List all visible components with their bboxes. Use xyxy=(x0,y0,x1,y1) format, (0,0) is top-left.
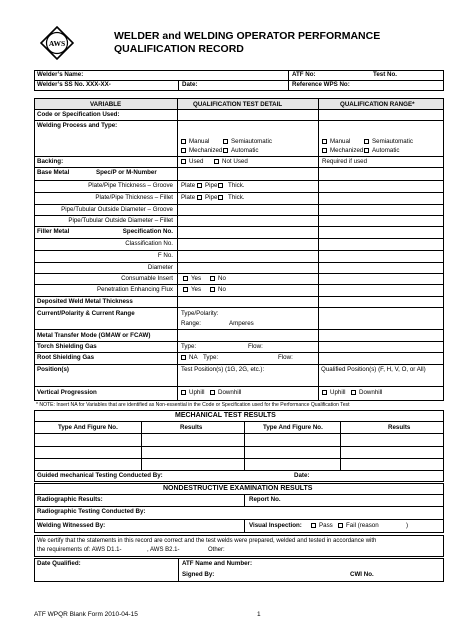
groove-plate-label: Plate xyxy=(181,182,196,189)
nde-results-title: NONDESTRUCTIVE EXAMINATION RESULTS xyxy=(163,485,313,492)
detail-mechanized-label: Mechanized xyxy=(189,147,223,154)
signed-by-field[interactable]: Signed By: xyxy=(182,571,215,578)
atf-no-field[interactable]: ATF No: xyxy=(292,71,316,78)
detail-downhill-checkbox[interactable] xyxy=(210,390,215,395)
detail-semiauto-checkbox[interactable] xyxy=(223,139,228,144)
row-vertical-progression: Vertical Progression xyxy=(37,389,97,396)
row-od-groove: Pipe/Tubular Outside Diameter – Groove xyxy=(61,206,173,213)
row-consumable-insert: Consumable Insert xyxy=(121,275,173,282)
flux-yes-label: Yes xyxy=(191,286,202,293)
welding-witnessed-field[interactable]: Welding Witnessed By: xyxy=(37,522,106,529)
range-uphill-label: Uphill xyxy=(330,389,346,396)
detail-uphill-label: Uphill xyxy=(189,389,205,396)
footer-form-id: ATF WPQR Blank Form 2010-04-15 xyxy=(34,611,138,618)
flux-yes-checkbox[interactable] xyxy=(183,287,188,292)
root-type-label: Type: xyxy=(203,354,219,361)
range-semiauto-label: Semiautomatic xyxy=(372,138,413,145)
torch-type-label: Type: xyxy=(181,343,197,350)
backing-not-used-checkbox[interactable] xyxy=(214,159,219,164)
detail-downhill-label: Downhill xyxy=(218,389,242,396)
row-code-spec: Code or Specification Used: xyxy=(37,111,120,118)
detail-manual-label: Manual xyxy=(189,138,210,145)
fillet-thick-label: Thick. xyxy=(228,194,245,201)
detail-semiauto-label: Semiautomatic xyxy=(231,138,272,145)
backing-not-used-label: Not Used xyxy=(222,158,248,165)
row-classification-no: Classification No. xyxy=(125,240,173,247)
row-welding-process: Welding Process and Type: xyxy=(37,122,118,129)
groove-thick-label: Thick. xyxy=(228,182,245,189)
row-thickness-fillet: Plate/Pipe Thickness – Fillet xyxy=(95,194,173,201)
fillet-plate-checkbox[interactable] xyxy=(197,195,202,200)
visual-fail-close: ) xyxy=(406,522,409,529)
row-spec-m-number: Spec/P or M-Number xyxy=(96,169,157,176)
range-mechanized-label: Mechanized xyxy=(330,147,364,154)
qualified-positions-label: Qualified Position(s) (F, H, V, O, or All) xyxy=(321,366,426,373)
welder-name-field[interactable]: Welder’s Name: xyxy=(37,71,84,78)
insert-yes-checkbox[interactable] xyxy=(183,276,188,281)
insert-no-label: No xyxy=(218,275,226,282)
insert-no-checkbox[interactable] xyxy=(210,276,215,281)
row-transfer-mode: Metal Transfer Mode (GMAW or FCAW) xyxy=(37,332,151,339)
range-label: Range: xyxy=(181,320,201,327)
column-variable: VARIABLE xyxy=(90,101,122,108)
row-penetration-flux: Penetration Enhancing Flux xyxy=(96,286,173,293)
torch-flow-label: Flow: xyxy=(248,343,263,350)
root-flow-label: Flow: xyxy=(278,354,293,361)
date-qualified-field[interactable]: Date Qualified: xyxy=(37,560,81,567)
row-backing: Backing: xyxy=(37,158,64,165)
guided-testing-field[interactable]: Guided mechanical Testing Conducted By: xyxy=(37,472,163,479)
radiographic-results-field[interactable]: Radiographic Results: xyxy=(37,496,103,503)
row-current-polarity: Current/Polarity & Current Range xyxy=(37,310,135,317)
fillet-plate-label: Plate xyxy=(181,194,196,201)
mech-results-header-1: Results xyxy=(180,424,203,431)
fillet-pipe-label: Pipe xyxy=(205,194,218,201)
range-manual-label: Manual xyxy=(330,138,351,145)
type-polarity-label: Type/Polarity: xyxy=(181,310,219,317)
detail-automatic-checkbox[interactable] xyxy=(223,148,228,153)
row-thickness-groove: Plate/Pipe Thickness – Groove xyxy=(88,182,173,189)
test-no-field[interactable]: Test No. xyxy=(373,71,397,78)
row-deposited-thickness: Deposited Weld Metal Thickness xyxy=(37,298,133,305)
footer-page-number: 1 xyxy=(257,611,261,618)
mechanical-results-title: MECHANICAL TEST RESULTS xyxy=(175,412,276,419)
row-f-no: F No. xyxy=(157,252,173,259)
groove-pipe-label: Pipe xyxy=(205,182,218,189)
certification-line1: We certify that the statements in this record are correct and the test welds were prepared, welded and tested in accordance with xyxy=(37,538,377,544)
flux-no-checkbox[interactable] xyxy=(210,287,215,292)
range-downhill-checkbox[interactable] xyxy=(351,390,356,395)
detail-mechanized-checkbox[interactable] xyxy=(181,148,186,153)
row-od-fillet: Pipe/Tubular Outside Diameter – Fillet xyxy=(68,217,173,224)
date-field[interactable]: Date: xyxy=(182,81,198,88)
visual-pass-label: Pass xyxy=(319,522,333,529)
visual-fail-checkbox[interactable] xyxy=(338,523,343,528)
column-qualification-range: QUALIFICATION RANGE* xyxy=(340,101,415,108)
certification-line2-aws-b21: , AWS B2.1- xyxy=(147,547,180,553)
row-filler-metal: Filler Metal xyxy=(37,228,70,235)
certification-line2-aws-d11: the requirements of: AWS D1.1- xyxy=(37,547,122,553)
svg-text:AWS: AWS xyxy=(48,39,66,48)
row-diameter: Diameter xyxy=(147,264,173,271)
atf-name-number-field[interactable]: ATF Name and Number: xyxy=(182,560,253,567)
range-uphill-checkbox[interactable] xyxy=(322,390,327,395)
row-base-metal: Base Metal xyxy=(37,169,70,176)
backing-used-label: Used xyxy=(189,158,204,165)
column-test-detail: QUALIFICATION TEST DETAIL xyxy=(193,101,283,108)
welder-ss-field[interactable]: Welder’s SS No. XXX-XX- xyxy=(37,81,111,88)
form-header xyxy=(34,26,444,66)
row-root-gas: Root Shielding Gas xyxy=(37,354,95,361)
visual-inspection-label: Visual Inspection: xyxy=(249,522,302,529)
visual-fail-label: Fail (reason xyxy=(346,522,379,529)
visual-pass-checkbox[interactable] xyxy=(311,523,316,528)
flux-no-label: No xyxy=(218,286,226,293)
amperes-label: Amperes xyxy=(229,320,254,327)
range-automatic-checkbox[interactable] xyxy=(364,148,369,153)
mech-results-header-2: Results xyxy=(388,424,411,431)
form-title-line1: WELDER and WELDING OPERATOR PERFORMANCE xyxy=(114,30,381,42)
fillet-pipe-checkbox[interactable] xyxy=(218,195,223,200)
detail-automatic-label: Automatic xyxy=(231,147,259,154)
root-na-checkbox[interactable] xyxy=(181,355,186,360)
range-automatic-label: Automatic xyxy=(372,147,400,154)
reference-wps-field[interactable]: Reference WPS No: xyxy=(292,81,350,88)
detail-manual-checkbox[interactable] xyxy=(181,139,186,144)
cwi-no-field[interactable]: CWI No. xyxy=(350,571,374,578)
range-semiauto-checkbox[interactable] xyxy=(364,139,369,144)
range-downhill-label: Downhill xyxy=(359,389,383,396)
form-title-line2: QUALIFICATION RECORD xyxy=(114,43,244,55)
non-essential-note: * NOTE: Insert NA for Variables that are identified as Non-essential in the Code or Specification used for the Performance Qualification Test xyxy=(36,402,350,408)
form-title xyxy=(114,30,380,56)
backing-used-checkbox[interactable] xyxy=(181,159,186,164)
radiographic-by-field[interactable]: Radiographic Testing Conducted By: xyxy=(37,508,146,515)
groove-plate-checkbox[interactable] xyxy=(197,183,202,188)
groove-pipe-checkbox[interactable] xyxy=(218,183,223,188)
required-if-used-label: Required if used xyxy=(322,158,368,165)
range-mechanized-checkbox[interactable] xyxy=(322,148,327,153)
test-positions-label: Test Position(s) (1G, 2G, etc.): xyxy=(181,366,265,373)
row-specification-no: Specification No. xyxy=(122,228,173,235)
range-manual-checkbox[interactable] xyxy=(322,139,327,144)
insert-yes-label: Yes xyxy=(191,275,202,282)
certification-line2-other: Other: xyxy=(208,547,225,553)
guided-date-field[interactable]: Date: xyxy=(294,472,310,479)
mech-type-fig-header-2: Type And Figure No. xyxy=(263,424,323,431)
root-na-label: NA xyxy=(189,354,198,361)
row-positions: Position(s) xyxy=(37,366,69,373)
report-no-field[interactable]: Report No. xyxy=(249,496,281,503)
detail-uphill-checkbox[interactable] xyxy=(181,390,186,395)
row-torch-gas: Torch Shielding Gas xyxy=(37,343,97,350)
mech-type-fig-header-1: Type And Figure No. xyxy=(58,424,118,431)
aws-logo-icon xyxy=(40,26,74,60)
